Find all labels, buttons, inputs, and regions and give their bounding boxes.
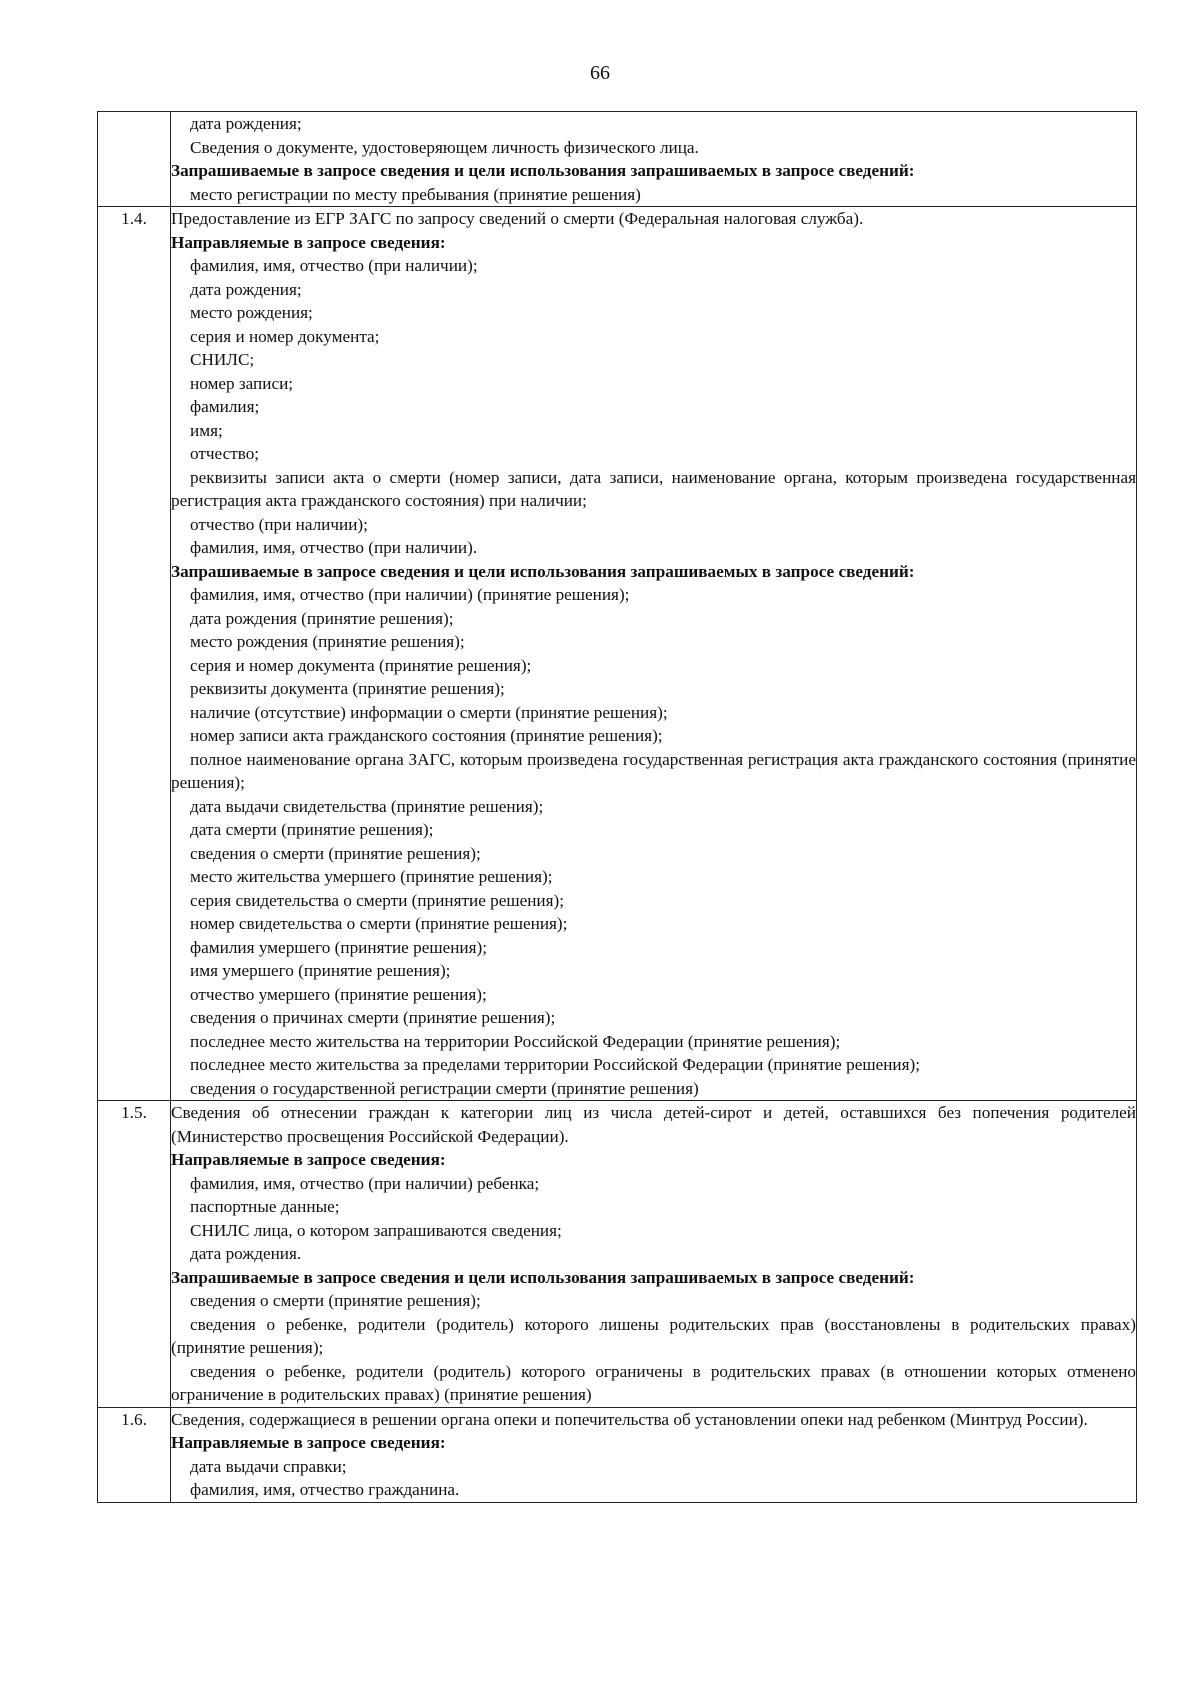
- text-line: номер свидетельства о смерти (принятие решения);: [190, 914, 568, 933]
- text-line: СНИЛС лица, о котором запрашиваются сведения;: [190, 1220, 562, 1240]
- row-number: [98, 112, 171, 207]
- text-line: сведения о государственной регистрации смерти (принятие решения): [190, 1078, 699, 1098]
- row-content: [171, 1101, 1137, 1408]
- text-line: дата выдачи справки;: [190, 1456, 347, 1476]
- text-line: номер записи;: [190, 373, 294, 393]
- row-content: [171, 112, 1137, 207]
- row-number: 1.5.: [98, 1101, 171, 1408]
- section-heading: Запрашиваемые в запросе сведения и цели использования запрашиваемых в запросе сведений:: [171, 161, 915, 180]
- page-number: 66: [590, 62, 610, 84]
- text-line: имя умершего (принятие решения);: [190, 961, 451, 980]
- section-heading: Направляемые в запросе сведения:: [171, 1150, 446, 1169]
- text-line: отчество;: [190, 444, 260, 463]
- text-line: серия и номер документа (принятие решения);: [190, 655, 532, 675]
- text-line: место рождения;: [190, 303, 313, 322]
- text-line: дата смерти (принятие решения);: [190, 820, 434, 839]
- text-line: отчество (при наличии);: [190, 514, 368, 534]
- text-line: дата рождения.: [190, 1244, 302, 1263]
- document-table: [97, 111, 1137, 1503]
- text-line: СНИЛС;: [190, 350, 255, 369]
- table-row: [98, 207, 1137, 1101]
- text-line: полное наименование органа ЗАГС, которым произведена государственная регистрация акта гражданского состояния (принятие решения);: [171, 749, 1136, 792]
- text-line: последнее место жительства за пределами территории Российской Федерации (принятие решения);: [190, 1055, 920, 1074]
- text-line: сведения о смерти (принятие решения);: [190, 1291, 481, 1310]
- text-line: сведения о ребенке, родители (родитель) которого лишены родительских прав (восстановлены в родительских правах) (принятие решения);: [171, 1314, 1136, 1357]
- text-line: имя;: [190, 420, 223, 440]
- text-line: Сведения, содержащиеся в решении органа опеки и попечительства об установлении опеки над ребенком (Минтруд России).: [171, 1409, 1088, 1429]
- text-line: реквизиты документа (принятие решения);: [190, 679, 505, 698]
- text-line: место жительства умершего (принятие решения);: [190, 867, 553, 886]
- section-heading: Запрашиваемые в запросе сведения и цели использования запрашиваемых в запросе сведений:: [171, 1267, 915, 1287]
- text-line: Сведения об отнесении граждан к категории лиц из числа детей-сирот и детей, оставшихся без попечения родителей (Министерство просвещения Российской Федерации).: [171, 1103, 1136, 1146]
- row-number: 1.6.: [98, 1407, 171, 1502]
- table-row: [98, 112, 1137, 207]
- text-line: фамилия, имя, отчество (при наличии) (принятие решения);: [190, 585, 630, 604]
- row-content: [171, 207, 1137, 1101]
- text-line: фамилия, имя, отчество гражданина.: [190, 1480, 460, 1499]
- text-line: дата рождения (принятие решения);: [190, 608, 454, 628]
- row-number: 1.4.: [98, 207, 171, 1101]
- text-line: наличие (отсутствие) информации о смерти (принятие решения);: [190, 702, 668, 722]
- text-line: сведения о смерти (принятие решения);: [190, 843, 481, 863]
- section-heading: Направляемые в запросе сведения:: [171, 232, 446, 252]
- text-line: серия и номер документа;: [190, 326, 380, 346]
- text-line: реквизиты записи акта о смерти (номер записи, дата записи, наименование органа, которым произведена государственная регистрация акта гражданского состояния) при наличии;: [171, 467, 1136, 510]
- text-line: последнее место жительства на территории Российской Федерации (принятие решения);: [190, 1031, 841, 1051]
- text-line: фамилия, имя, отчество (при наличии);: [190, 256, 478, 275]
- text-line: дата рождения;: [190, 114, 302, 133]
- text-line: Предоставление из ЕГР ЗАГС по запросу сведений о смерти (Федеральная налоговая служба).: [171, 209, 864, 228]
- text-line: место регистрации по месту пребывания (принятие решения): [190, 184, 641, 204]
- text-line: Сведения о документе, удостоверяющем личность физического лица.: [190, 137, 699, 157]
- text-line: серия свидетельства о смерти (принятие решения);: [190, 890, 565, 910]
- text-line: дата выдачи свидетельства (принятие решения);: [190, 796, 544, 816]
- table-row: [98, 1101, 1137, 1408]
- row-content: [171, 1407, 1137, 1502]
- section-heading: Запрашиваемые в запросе сведения и цели использования запрашиваемых в запросе сведений:: [171, 561, 915, 581]
- text-line: номер записи акта гражданского состояния (принятие решения);: [190, 726, 663, 745]
- text-line: паспортные данные;: [190, 1197, 340, 1216]
- text-line: отчество умершего (принятие решения);: [190, 984, 487, 1004]
- table-row: [98, 1407, 1137, 1502]
- text-line: сведения о ребенке, родители (родитель) которого ограничены в родительских правах (в отношении которых отменено ограничение в родительских правах) (принятие решения): [171, 1361, 1136, 1404]
- text-line: фамилия, имя, отчество (при наличии).: [190, 538, 478, 557]
- text-line: место рождения (принятие решения);: [190, 632, 465, 651]
- text-line: сведения о причинах смерти (принятие решения);: [190, 1008, 556, 1027]
- text-line: фамилия умершего (принятие решения);: [190, 937, 487, 957]
- text-line: дата рождения;: [190, 279, 302, 299]
- text-line: фамилия;: [190, 397, 260, 416]
- section-heading: Направляемые в запросе сведения:: [171, 1433, 446, 1452]
- text-line: фамилия, имя, отчество (при наличии) ребенка;: [190, 1173, 540, 1193]
